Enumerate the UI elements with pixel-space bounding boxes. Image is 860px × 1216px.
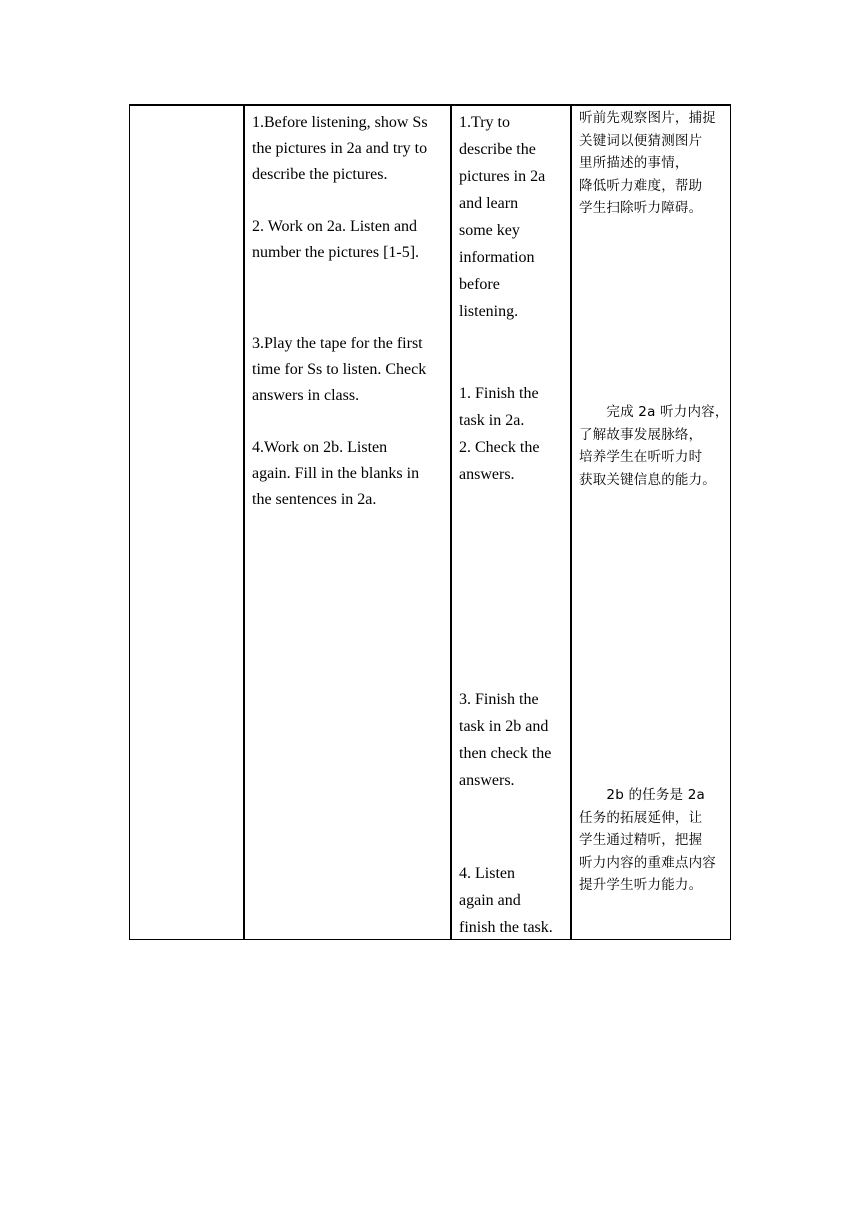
- design-intent-3: [579, 784, 716, 897]
- text-line: finish the task.: [459, 919, 553, 936]
- text-line: and learn: [459, 195, 519, 212]
- text-line: 了解故事发展脉络，: [579, 426, 703, 443]
- stage-column: [130, 106, 245, 939]
- text-line: 1.Try to: [459, 114, 510, 131]
- text-line: 听力内容的重难点内容: [579, 854, 716, 871]
- text-line: the pictures in 2a and try to: [252, 140, 428, 157]
- text-line: before: [459, 276, 500, 293]
- text-line: answers.: [459, 772, 515, 789]
- text-line: 任务的拓展延伸，让: [579, 809, 703, 826]
- design-intent-1: [579, 107, 716, 220]
- text-line: answers.: [459, 466, 515, 483]
- text-line: number the pictures [1-5].: [252, 244, 420, 261]
- text-line: 降低听力难度，帮助: [579, 177, 703, 194]
- text-line: time for Ss to listen. Check: [252, 361, 427, 378]
- text-line: pictures in 2a: [459, 168, 546, 185]
- text-line: 4.Work on 2b. Listen: [252, 439, 388, 456]
- text-line: listening.: [459, 303, 519, 320]
- text-line: 1. Finish the: [459, 385, 539, 402]
- teacher-activity-2: [252, 214, 419, 266]
- teacher-activity-1: [252, 110, 428, 188]
- text-line: 提升学生听力能力。: [579, 877, 703, 893]
- text-line: 获取关键信息的能力。: [579, 471, 716, 488]
- text-line: 2b 的任务是 2a: [579, 787, 706, 803]
- text-line: 2. Work on 2a. Listen and: [252, 218, 418, 235]
- text-line: 1.Before listening, show Ss: [252, 114, 428, 131]
- student-activity-3: [459, 686, 551, 794]
- student-activity-1: [459, 109, 545, 325]
- text-line: 关键词以便猜测图片: [579, 132, 703, 149]
- student-activities-column: [452, 106, 572, 939]
- text-line: some key: [459, 222, 520, 239]
- text-line: 里所描述的事情，: [579, 155, 689, 171]
- text-line: task in 2a.: [459, 412, 525, 429]
- text-line: describe the pictures.: [252, 166, 388, 183]
- text-line: 听前先观察图片，捕捉: [579, 110, 716, 126]
- lesson-plan-table: [129, 104, 731, 940]
- text-line: information: [459, 249, 535, 266]
- text-line: then check the: [459, 745, 552, 762]
- text-line: answers in class.: [252, 387, 360, 404]
- text-line: describe the: [459, 141, 536, 158]
- text-line: 3.Play the tape for the first: [252, 335, 423, 352]
- text-line: 培养学生在听听力时: [579, 449, 703, 465]
- teacher-activities-column: [245, 106, 452, 939]
- design-intent-2: [579, 401, 729, 491]
- text-line: again. Fill in the blanks in: [252, 465, 420, 482]
- text-line: 完成 2a 听力内容，: [579, 404, 729, 420]
- text-line: 学生通过精听，把握: [579, 832, 703, 848]
- student-activity-4: [459, 860, 553, 941]
- design-intent-column: [572, 106, 730, 939]
- text-line: 3. Finish the: [459, 691, 539, 708]
- text-line: the sentences in 2a.: [252, 491, 377, 508]
- teacher-activity-4: [252, 435, 419, 513]
- teacher-activity-3: [252, 331, 426, 409]
- text-line: 2. Check the: [459, 439, 540, 456]
- text-line: 4. Listen: [459, 865, 515, 882]
- text-line: 学生扫除听力障碍。: [579, 200, 703, 216]
- student-activity-2: [459, 380, 539, 488]
- text-line: again and: [459, 892, 521, 909]
- text-line: task in 2b and: [459, 718, 549, 735]
